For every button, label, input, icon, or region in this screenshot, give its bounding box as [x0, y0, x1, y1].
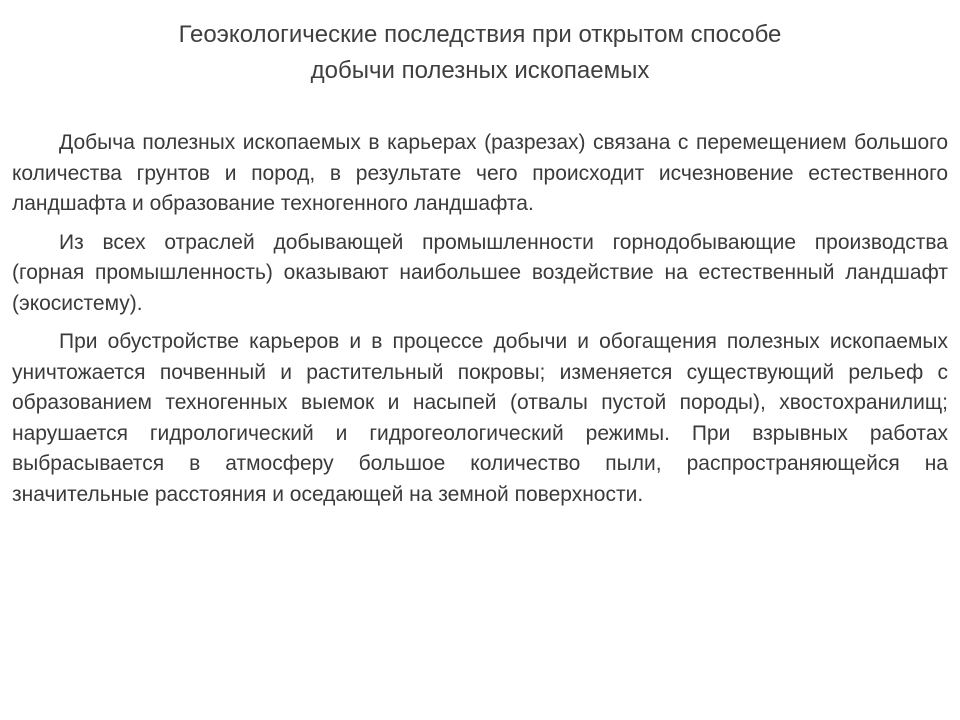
slide-body [12, 128, 948, 518]
paragraph-3: При обустройстве карьеров и в процессе добычи и обогащения полезных ископаемых уничтожается почвенный и растительный покровы; изменяется существующий рельеф с образованием техногенных выемок и насыпей (отвалы пустой породы), хвостохранилищ; нарушается гидрологический и гидрогеологический режимы. При взрывных работах выбрасывается в атмосферу большое количество пыли, распространяющейся на значительные расстояния и оседающей на земной поверхности. [12, 330, 948, 506]
slide-title-line-1: Геоэкологические последствия при открытом способе [178, 21, 782, 48]
slide-title [60, 17, 900, 89]
paragraph-1: Добыча полезных ископаемых в карьерах (разрезах) связана с перемещением большого количества грунтов и пород, в результате чего происходит исчезновение естественного ландшафта и образование техногенного ландшафта. [12, 131, 948, 215]
slide-title-line-2: добычи полезных ископаемых [310, 57, 650, 84]
paragraph-2: Из всех отраслей добывающей промышленности горнодобывающие производства (горная промышленность) оказывают наибольшее воздействие на естественный ландшафт (экосистему). [12, 230, 948, 315]
